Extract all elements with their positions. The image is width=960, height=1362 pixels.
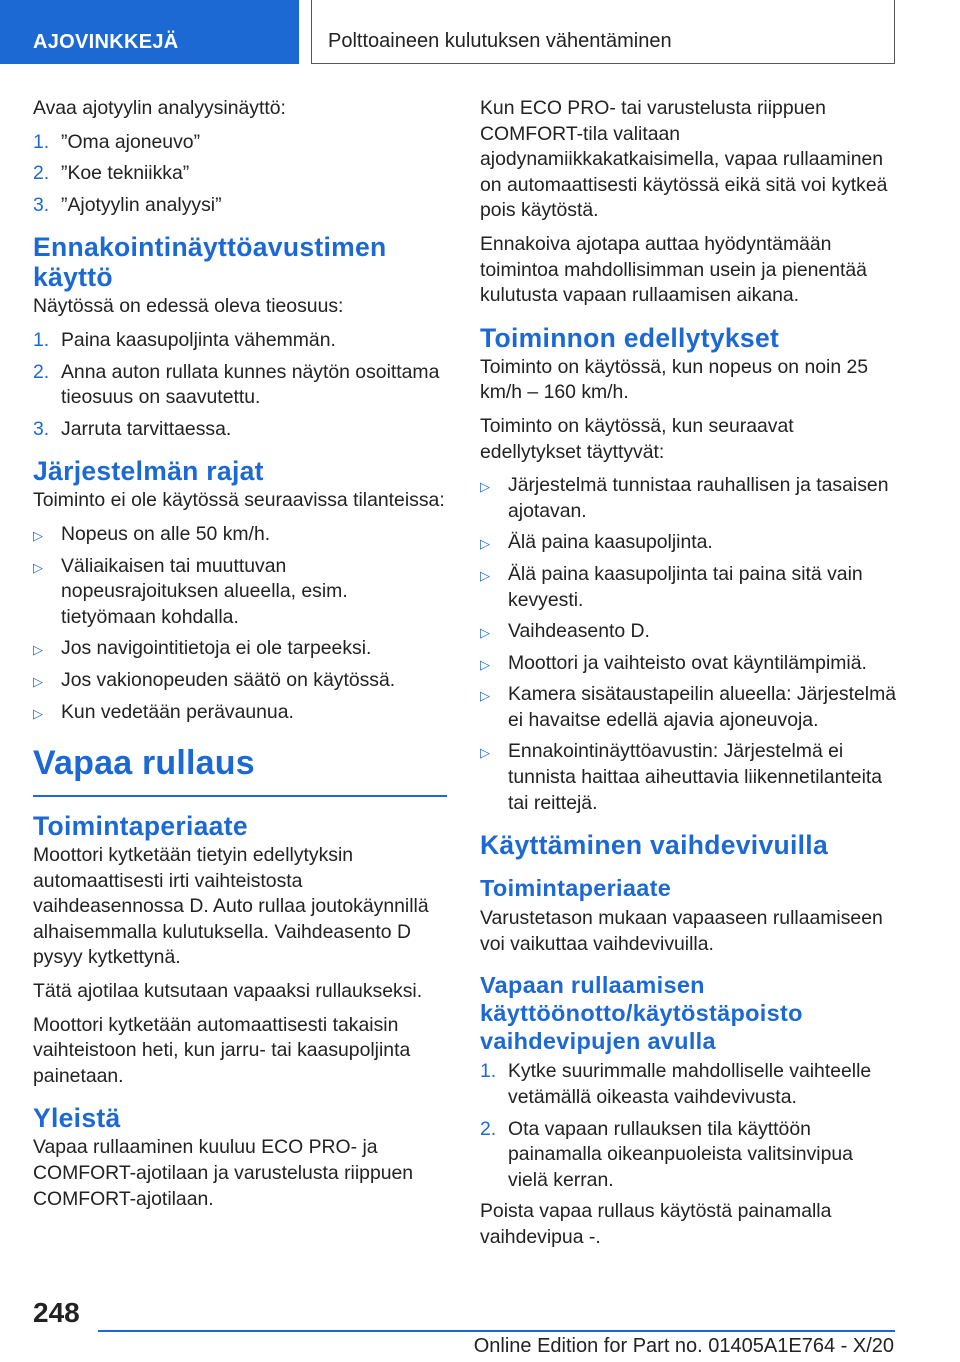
heading-general: Yleistä: [33, 1103, 121, 1134]
list-item: 3. Jarruta tarvittaessa.: [33, 417, 232, 440]
list-item: ▷ Vaihdeasento D.: [480, 619, 898, 645]
limits-list: [33, 522, 447, 725]
bullet-triangle-icon: ▷: [33, 559, 43, 575]
footer-edition: Online Edition for Part no. 01405A1E764 - X/20: [473, 1335, 894, 1357]
chapter-title: Polttoaineen kulutuksen vähentäminen: [328, 30, 672, 52]
bullet-triangle-icon: ▷: [480, 688, 490, 704]
list-item: ▷ Väliaikaisen tai muuttuvan nopeusrajoituksen alueella, esim. tietyömaan kohdalla.: [33, 554, 348, 628]
list-item: ▷ Ennakointinäyttöavustin: Järjestelmä ei tunnista haittaa aiheuttavia liikennetilanteita tai reittejä.: [480, 740, 883, 814]
list-item: ▷ Älä paina kaasupoljinta.: [480, 530, 898, 556]
usage-steps: [33, 328, 447, 442]
list-item: 2. Ota vapaan rullauksen tila käyttöön painamalla oikeanpuoleista valitsinvipua vielä kerran.: [480, 1117, 853, 1191]
list-item: ▷ Nopeus on alle 50 km/h.: [33, 522, 447, 548]
section-tab: [0, 0, 299, 64]
prereq-list: [480, 473, 898, 816]
intro-text: Avaa ajotyylin analyysinäyttö:: [33, 97, 286, 119]
bullet-triangle-icon: ▷: [480, 656, 490, 672]
prereq-p2: Toiminto on käytössä, kun seuraavat edellytykset täyttyvät:: [480, 414, 794, 463]
left-column: [33, 96, 447, 1220]
heading-prereq: Toiminnon edellytykset: [480, 322, 780, 353]
list-item: ▷ Järjestelmä tunnistaa rauhallisen ja tasaisen ajotavan.: [480, 474, 889, 522]
bullet-triangle-icon: ▷: [480, 536, 490, 552]
list-item: 2. Anna auton rullata kunnes näytön osoittama tieosuus on saavutettu.: [33, 360, 440, 409]
intro-steps: [33, 130, 447, 219]
principle-p1: Moottori kytketään tietyin edellytyksin automaattisesti irti vaihteistosta vaihdeasennossa D. Auto rullaa joutokäynnillä alhaisemmalla kulutuksella. Vaihdeasento D pysyy kytkettynä.: [33, 844, 429, 969]
bullet-triangle-icon: ▷: [480, 625, 490, 641]
principle-p2: Tätä ajotilaa kutsutaan vapaaksi rullaukseksi.: [33, 980, 423, 1003]
list-item: ▷ Älä paina kaasupoljinta tai paina sitä vain kevyesti.: [480, 562, 863, 611]
heading-shift-principle: Toimintaperiaate: [480, 875, 672, 902]
shift-principle-text: Varustetason mukaan vapaaseen rullaamiseen voi vaikuttaa vaihdevivuilla.: [480, 907, 883, 955]
section-title: AJOVINKKEJÄ: [33, 31, 179, 53]
right-column: [480, 96, 898, 1259]
onoff-steps: [480, 1059, 898, 1193]
bullet-triangle-icon: ▷: [480, 479, 490, 495]
list-item: 1. Paina kaasupoljinta vähemmän.: [33, 328, 336, 351]
bullet-triangle-icon: ▷: [33, 642, 43, 658]
list-item: 1. Kytke suurimmalle mahdolliselle vaihteelle vetämällä oikeasta vaihdevivusta.: [480, 1060, 872, 1109]
list-item: ▷ Jos navigointitietoja ei ole tarpeeksi.: [33, 636, 447, 662]
onoff-end-text: Poista vapaa rullaus käytöstä painamalla vaihdevipua -.: [480, 1200, 832, 1248]
list-item: 3. ”Ajotyylin analyysi”: [33, 193, 222, 216]
bullet-triangle-icon: ▷: [33, 705, 43, 721]
heading-onoff: Vapaan rullaamisen käyttöönotto/käytöstäpoisto vaihdevipujen avulla: [480, 972, 803, 1055]
heading-principle: Toimintaperiaate: [33, 811, 248, 842]
heading-limits: Järjestelmän rajat: [33, 456, 264, 487]
heading-shift: Käyttäminen vaihdevivuilla: [480, 830, 829, 861]
limits-text: Toiminto ei ole käytössä seuraavissa tilanteissa:: [33, 489, 445, 512]
right-p1: Kun ECO PRO- tai varustelusta riippuen COMFORT-tila valitaan ajodynamiikkakatkaisimella, vapaa rullaaminen on automaattisesti käytössä eikä sitä voi kytkeä pois käytöstä.: [480, 97, 888, 222]
general-text: Vapaa rullaaminen kuuluu ECO PRO- ja COMFORT-ajotilaan ja varustelusta riippuen COMFORT-ajotilaan.: [33, 1136, 414, 1210]
bullet-triangle-icon: ▷: [33, 527, 43, 543]
list-item: ▷ Kun vedetään perävaunua.: [33, 700, 447, 726]
list-item: 1. ”Oma ajoneuvo”: [33, 130, 201, 153]
heading-main: Vapaa rullaus: [33, 741, 447, 797]
usage-text: Näytössä on edessä oleva tieosuus:: [33, 295, 344, 318]
right-p2: Ennakoiva ajotapa auttaa hyödyntämään toimintoa mahdollisimman usein ja pienentää kulutusta vapaan rullaamisen aikana.: [480, 232, 867, 307]
footer-divider: [98, 1330, 895, 1332]
heading-usage: Ennakointinäyttöavustimen käyttö: [33, 232, 387, 293]
list-item: ▷ Jos vakionopeuden säätö on käytössä.: [33, 668, 447, 694]
list-item: ▷ Kamera sisätaustapeilin alueella: Järjestelmä ei havaitse edellä ajavia ajoneuvoja.: [480, 683, 897, 731]
bullet-triangle-icon: ▷: [480, 745, 490, 761]
bullet-triangle-icon: ▷: [33, 673, 43, 689]
bullet-triangle-icon: ▷: [480, 567, 490, 583]
list-item: 2. ”Koe tekniikka”: [33, 162, 190, 185]
list-item: ▷ Moottori ja vaihteisto ovat käyntilämpimiä.: [480, 651, 898, 677]
prereq-p1: Toiminto on käytössä, kun nopeus on noin 25 km/h – 160 km/h.: [480, 355, 869, 404]
page-number: 248: [33, 1297, 80, 1328]
chapter-tab: [311, 0, 895, 64]
principle-p3: Moottori kytketään automaattisesti takaisin vaihteistoon heti, kun jarru- tai kaasupoljinta painetaan.: [33, 1013, 411, 1087]
